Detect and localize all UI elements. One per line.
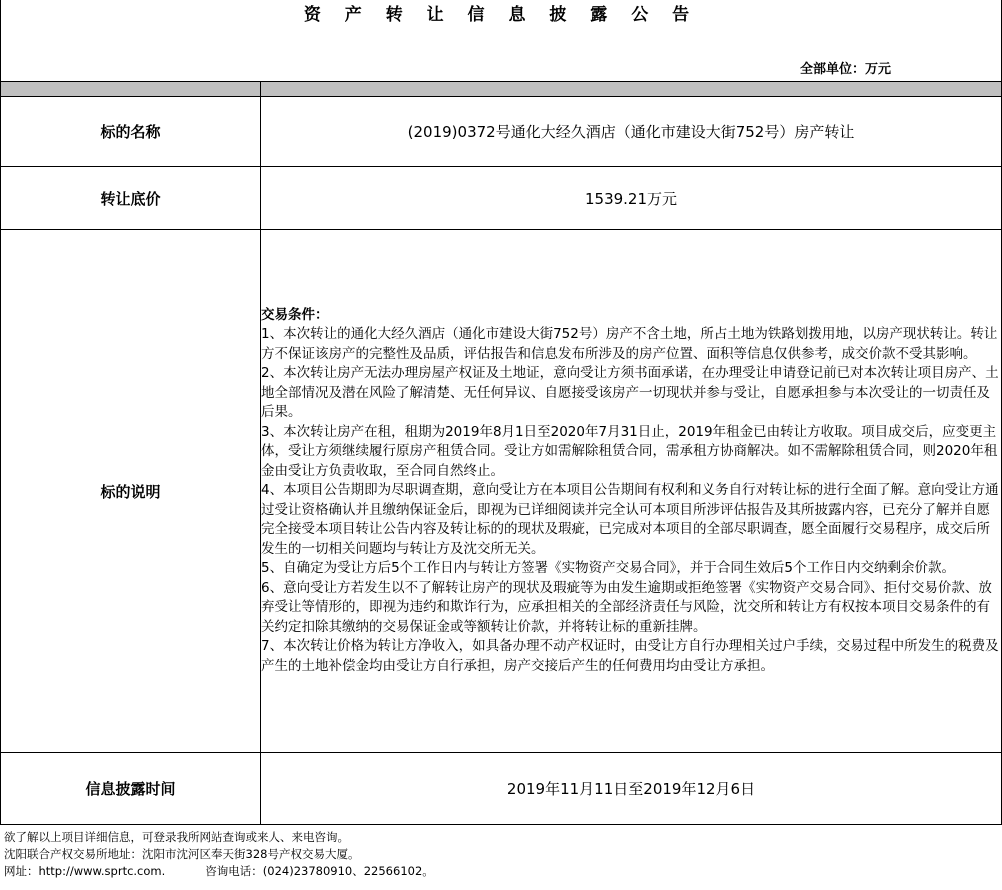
conditions-title: 交易条件： (261, 306, 329, 323)
row-target-description (1, 230, 1002, 753)
target-name-label: 标的名称 (1, 97, 261, 167)
disclosure-time-label: 信息披露时间 (1, 753, 261, 825)
reserve-price-label: 转让底价 (1, 167, 261, 230)
frame-left-border (0, 0, 1, 82)
footer-phone: 咨询电话：(024)23780910、22566102。 (205, 864, 434, 878)
row-disclosure-time (1, 753, 1002, 825)
condition-item: 6、意向受让方若发生以不了解转让房产的现状及瑕疵等为由发生逾期或拒绝签署《实物资产交易合同》、拒付交易价款、放弃受让等情形的，即视为违约和欺诈行为，应承担相关的全部经济责任与风险，沈交所和转让方有权按本项目交易条件的有关约定扣除其缴纳的交易保证金或等额转让价款，并将转让标的重新挂牌。 (261, 579, 992, 635)
target-description-content (261, 230, 1002, 753)
condition-item: 4、本项目公告期即为尽职调查期，意向受让方在本项目公告期间有权利和义务自行对转让标的进行全面了解。意向受让方通过受让资格确认并且缴纳保证金后，即视为已详细阅读并完全认可本项目所涉评估报告及其所披露内容，已充分了解并自愿完全接受本项目转让公告内容及转让标的的现状及瑕疵，已完成对本项目的全部尽职调查，愿全面履行交易程序，成交后所发生的一切相关问题均与转让方及沈交所无关。 (261, 482, 999, 557)
disclosure-time-value: 2019年11月11日至2019年12月6日 (261, 753, 1002, 825)
unit-note: 全部单位：万元 (800, 62, 892, 77)
reserve-price-value: 1539.21万元 (261, 167, 1002, 230)
row-target-name (1, 97, 1002, 167)
footer-web-phone (4, 863, 1002, 880)
header-bar-right (261, 82, 1002, 97)
condition-item: 2、本次转让房产无法办理房屋产权证及土地证，意向受让方须书面承诺，在办理受让申请登记前已对本次转让项目房产、土地全部情况及潜在风险了解清楚、无任何异议、自愿接受该房产一切现状并参与受让，自愿承担参与本次受让的一切责任及后果。 (261, 365, 999, 421)
target-name-value: (2019)0372号通化大经久酒店（通化市建设大街752号）房产转让 (261, 97, 1002, 167)
disclosure-table (0, 81, 1002, 825)
row-reserve-price (1, 167, 1002, 230)
page-title: 资 产 转 让 信 息 披 露 公 告 (303, 5, 699, 25)
footer (4, 829, 1002, 880)
header-bar-left (1, 82, 261, 97)
condition-item: 3、本次转让房产在租，租期为2019年8月1日至2020年7月31日止，2019年租金已由转让方收取。项目成交后，应变更主体，受让方须继续履行原房产租赁合同。受让方如需解除租赁合同，需承租方协商解决。如不需解除租赁合同，则2020年租金由受让方负责收取，至合同自然终止。 (261, 423, 998, 479)
footer-website: 网址：http://www.sprtc.com. (4, 864, 166, 878)
target-description-label: 标的说明 (1, 230, 261, 753)
condition-item: 5、自确定为受让方后5个工作日内与转让方签署《实物资产交易合同》，并于合同生效后5个工作日内交纳剩余价款。 (261, 560, 956, 577)
condition-item: 7、本次转让价格为转让方净收入，如具备办理不动产权证时，由受让方自行办理相关过户手续，交易过程中所发生的税费及产生的土地补偿金均由受让方自行承担，房产交接后产生的任何费用均由受让方承担。 (261, 638, 999, 674)
condition-item: 1、本次转让的通化大经久酒店（通化市建设大街752号）房产不含土地，所占土地为铁路划拨用地，以房产现状转让。转让方不保证该房产的完整性及品质，评估报告和信息发布所涉及的房产位置、面积等信息仅供参考，成交价款不受其影响。 (261, 326, 998, 362)
header-bar-row (1, 82, 1002, 97)
footer-contact-note: 欲了解以上项目详细信息，可登录我所网站查询或来人、来电咨询。 (4, 830, 349, 844)
footer-address: 沈阳联合产权交易所地址：沈阳市沈河区奉天街328号产权交易大厦。 (4, 847, 360, 861)
